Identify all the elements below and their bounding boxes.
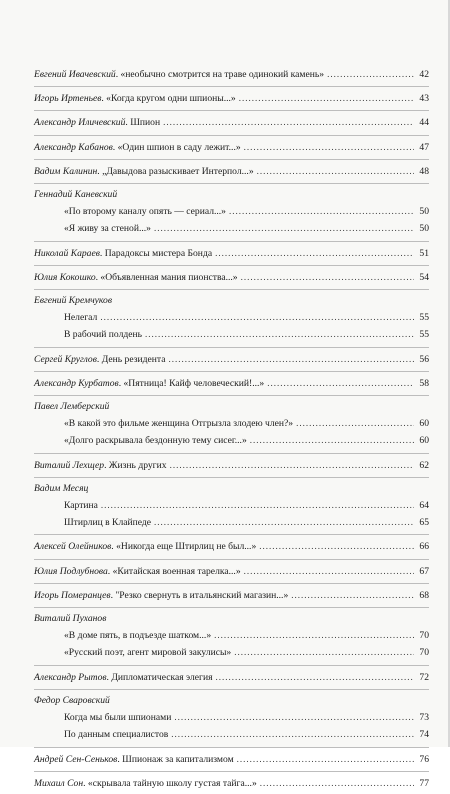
leader-dots — [170, 457, 414, 473]
toc-entry — [34, 399, 429, 450]
poem-title: . «Никогда еще Штирлиц не был...» — [111, 541, 257, 553]
poem-title: . Жизнь других — [104, 459, 167, 471]
entry-text — [34, 352, 165, 368]
toc-row[interactable] — [64, 514, 429, 531]
leader-dots — [257, 163, 414, 179]
leader-dots — [244, 563, 414, 579]
leader-dots — [259, 538, 414, 554]
poem-title: . "Резко свернуть в итальянский магазин...» — [110, 589, 289, 601]
author-name: Юлия Кокошко — [34, 271, 96, 283]
poem-title: . Шпионаж за капитализмом — [117, 753, 234, 765]
poem-title: «По второму каналу опять — сериал...» — [64, 206, 226, 218]
toc-entry — [34, 611, 429, 662]
page-number: 70 — [419, 630, 429, 642]
leader-dots — [239, 90, 414, 106]
toc-entry — [34, 66, 429, 83]
poem-title: Штирлиц в Клайпеде — [64, 517, 152, 529]
divider — [34, 241, 429, 242]
leader-dots — [216, 669, 414, 685]
toc-row[interactable] — [34, 245, 429, 262]
leader-dots — [171, 726, 414, 742]
page-number: 77 — [419, 777, 429, 789]
toc-row[interactable] — [64, 644, 429, 661]
toc-row[interactable] — [34, 587, 429, 604]
entry-text — [34, 539, 256, 555]
page-number: 74 — [419, 729, 429, 741]
toc-entry — [34, 457, 429, 474]
poem-title: Когда мы были шпионами — [64, 712, 172, 724]
divider — [34, 477, 429, 478]
leader-dots — [234, 644, 414, 660]
divider — [34, 183, 429, 184]
poem-title: Картина — [64, 500, 98, 512]
entry-text — [34, 140, 241, 156]
toc-row[interactable] — [64, 220, 429, 237]
toc-row[interactable] — [64, 726, 429, 743]
entry-text — [34, 270, 238, 286]
toc-author-heading — [34, 693, 429, 709]
page-number: 54 — [419, 271, 429, 283]
author-name: Вадим Месяц — [34, 482, 89, 494]
page-number: 55 — [419, 312, 429, 324]
entry-text — [34, 458, 167, 474]
poem-title: . «необычно смотрится на траве одинокий камень» — [115, 69, 325, 80]
toc-row[interactable] — [64, 309, 429, 326]
page-number: 67 — [419, 565, 429, 577]
divider — [34, 135, 429, 136]
entry-text — [34, 776, 257, 792]
author-name: Игорь Померанцев — [34, 589, 111, 601]
divider — [34, 289, 429, 290]
entry-text — [34, 246, 212, 262]
page-number: 51 — [419, 247, 429, 259]
toc-author-heading — [34, 399, 429, 415]
divider — [34, 665, 429, 666]
leader-dots — [168, 351, 414, 367]
author-name: Николай Караев — [34, 247, 100, 259]
toc-entry — [34, 693, 429, 744]
page-number: 72 — [419, 671, 429, 683]
author-name: Евгений Ивачевский — [34, 69, 116, 80]
leader-dots — [267, 375, 414, 391]
entry-text — [34, 67, 324, 83]
toc-row[interactable] — [64, 326, 429, 343]
toc-row[interactable] — [34, 269, 429, 286]
toc-row[interactable] — [34, 90, 429, 107]
author-name: Геннадий Каневский — [34, 189, 118, 201]
toc-entry — [34, 351, 429, 368]
divider — [34, 395, 429, 396]
toc-author-heading — [34, 481, 429, 497]
leader-dots — [327, 66, 414, 82]
toc-entry — [34, 375, 429, 392]
poem-title: По данным специалистов — [64, 729, 169, 741]
page-number: 43 — [419, 93, 429, 105]
toc-row[interactable] — [34, 538, 429, 555]
leader-dots — [100, 309, 414, 325]
poem-title: «В какой это фильме женщина Отгрызла злодею член?» — [64, 418, 294, 430]
entry-text — [34, 670, 213, 686]
leader-dots — [163, 114, 414, 130]
author-name: Виталий Пуханов — [34, 613, 107, 625]
page-number: 62 — [419, 459, 429, 471]
author-name: Александр Рытов — [34, 671, 107, 683]
divider — [34, 86, 429, 87]
toc-row[interactable] — [34, 375, 429, 392]
leader-dots — [244, 139, 414, 155]
toc-entry — [34, 751, 429, 768]
toc-row[interactable] — [34, 139, 429, 156]
divider — [34, 534, 429, 535]
toc-row[interactable] — [34, 351, 429, 368]
poem-title: . «Пятница! Кайф человеческий!...» — [118, 377, 265, 389]
leader-dots — [101, 497, 414, 513]
toc-row[interactable] — [34, 751, 429, 768]
toc-row[interactable] — [34, 114, 429, 131]
author-name: Алексей Олейников — [34, 541, 112, 553]
page-number: 60 — [419, 435, 429, 447]
toc-row[interactable] — [34, 669, 429, 686]
author-name: Евгений Кремчуков — [34, 295, 113, 307]
toc-row[interactable] — [64, 497, 429, 514]
entry-text — [34, 752, 234, 768]
author-name: Виталий Лехщер — [34, 459, 105, 471]
page-number: 42 — [419, 69, 429, 80]
divider — [34, 371, 429, 372]
entry-text — [34, 91, 236, 107]
author-name: Сергей Круглов — [34, 353, 97, 365]
toc-row[interactable] — [64, 627, 429, 644]
leader-dots — [260, 775, 414, 791]
toc-row[interactable] — [34, 66, 429, 83]
divider — [34, 265, 429, 266]
poem-title: В рабочий полдень — [64, 329, 143, 341]
author-name: Вадим Калинин — [34, 165, 98, 177]
toc-entry — [34, 187, 429, 238]
poem-title: . Дипломатическая элегия — [106, 671, 213, 683]
poem-title: . «скрывала тайную школу густая тайга...» — [83, 777, 257, 789]
divider — [34, 559, 429, 560]
page-number: 56 — [419, 353, 429, 365]
page-number: 48 — [419, 165, 429, 177]
poem-title: . „Давыдова разыскивает Интерпол...» — [97, 165, 254, 177]
divider — [34, 583, 429, 584]
toc-entry — [34, 293, 429, 344]
page-number: 60 — [419, 418, 429, 430]
poem-title: . Парадоксы мистера Бонда — [99, 247, 213, 259]
author-name: Игорь Иртеньев — [34, 93, 102, 105]
leader-dots — [154, 220, 414, 236]
toc-entry — [34, 90, 429, 107]
entry-text — [34, 376, 264, 392]
toc-author-heading — [34, 187, 429, 203]
entry-text — [34, 588, 288, 604]
poem-title: . Шпион — [125, 117, 161, 129]
leader-dots — [250, 432, 414, 448]
leader-dots — [174, 709, 414, 725]
leader-dots — [291, 587, 414, 603]
page-number: 66 — [419, 541, 429, 553]
poem-title: . «Один шпион в саду лежит...» — [112, 141, 241, 153]
toc-entry — [34, 669, 429, 686]
page-number: 44 — [419, 117, 429, 129]
toc-entry — [34, 139, 429, 156]
page-number: 70 — [419, 647, 429, 659]
toc-entry — [34, 587, 429, 604]
toc-row[interactable] — [34, 563, 429, 580]
divider — [34, 110, 429, 111]
divider — [34, 607, 429, 608]
toc-entry — [34, 269, 429, 286]
leader-dots — [229, 203, 414, 219]
poem-title: «Долго раскрывала бездонную тему сисег...» — [64, 435, 247, 447]
author-name: Михаил Сон — [34, 777, 84, 789]
poem-title: «В доме пять, в подъезде шатком...» — [64, 630, 212, 642]
poem-title: . День резидента — [96, 353, 166, 365]
entry-text — [34, 564, 241, 580]
toc-row[interactable] — [34, 457, 429, 474]
poem-title: . «Объявленная мания пионства...» — [95, 271, 238, 283]
leader-dots — [214, 627, 414, 643]
toc-entry — [34, 775, 429, 792]
toc-entry — [34, 538, 429, 555]
divider — [34, 453, 429, 454]
author-name: Андрей Сен-Сеньков — [34, 753, 118, 765]
toc-row[interactable] — [64, 432, 429, 449]
leader-dots — [215, 245, 414, 261]
author-name: Александр Курбатов — [34, 377, 119, 389]
poem-title: . «Китайская военная тарелка...» — [107, 565, 241, 577]
page-number: 50 — [419, 223, 429, 235]
toc-entry — [34, 563, 429, 580]
poem-title: Нелегал — [64, 312, 98, 324]
leader-dots — [154, 514, 414, 530]
toc-author-heading — [34, 293, 429, 309]
page-number: 68 — [419, 589, 429, 601]
author-name: Павел Лемберский — [34, 401, 110, 413]
toc-row[interactable] — [64, 709, 429, 726]
page-number: 73 — [419, 712, 429, 724]
page-number: 55 — [419, 329, 429, 341]
page-number: 65 — [419, 517, 429, 529]
toc-row[interactable] — [34, 775, 429, 792]
divider — [34, 159, 429, 160]
leader-dots — [237, 751, 414, 767]
leader-dots — [241, 269, 414, 285]
leader-dots — [296, 415, 414, 431]
toc-entry — [34, 114, 429, 131]
page-number: 58 — [419, 377, 429, 389]
leader-dots — [145, 326, 414, 342]
toc-row[interactable] — [64, 203, 429, 220]
entry-text — [34, 164, 254, 180]
author-name: Юлия Подлубнова — [34, 565, 108, 577]
toc-author-heading — [34, 611, 429, 627]
divider — [34, 689, 429, 690]
divider — [34, 347, 429, 348]
page-number: 64 — [419, 500, 429, 512]
toc-entry — [34, 481, 429, 532]
toc-entry — [34, 245, 429, 262]
page-number: 47 — [419, 141, 429, 153]
toc-row[interactable] — [34, 163, 429, 180]
poem-title: «Я живу за стеной...» — [64, 223, 151, 235]
author-name: Федор Сваровский — [34, 694, 110, 706]
divider — [34, 771, 429, 772]
page-number: 50 — [419, 206, 429, 218]
page-number: 76 — [419, 753, 429, 765]
poem-title: . «Когда кругом одни шпионы...» — [101, 93, 236, 105]
toc-entry — [34, 163, 429, 180]
entry-text — [34, 115, 160, 131]
author-name: Александр Иличевский — [34, 117, 126, 129]
table-of-contents — [34, 66, 429, 794]
author-name: Александр Кабанов — [34, 141, 113, 153]
poem-title: «Русский поэт, агент мировой закулисы» — [64, 647, 232, 659]
toc-row[interactable] — [64, 415, 429, 432]
